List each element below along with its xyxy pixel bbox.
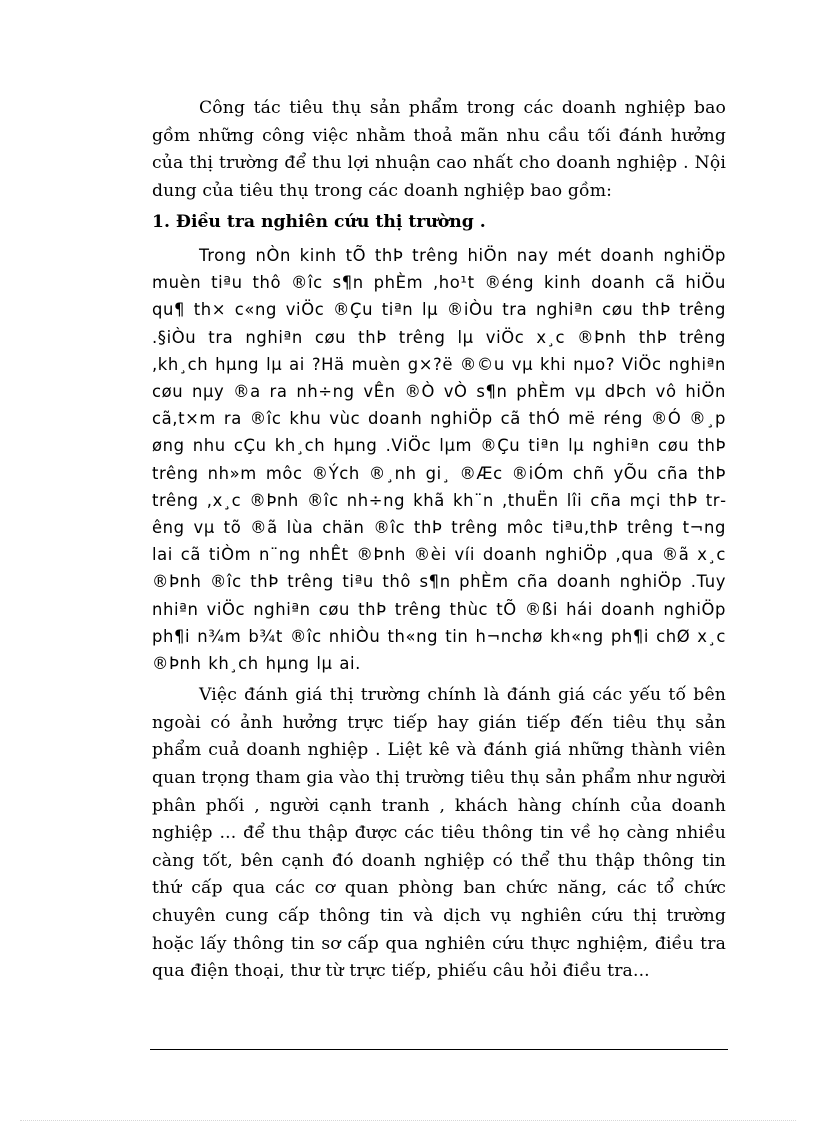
section-heading: 1. Điều tra nghiên cứu thị trường .	[152, 212, 486, 233]
paragraph-market-evaluation: Việc đánh giá thị trường chính là đánh giá các yếu tố bên ngoài có ảnh hưởng trực tiếp hay gián tiếp đến tiêu thụ sản phẩm cuả doanh nghiệp . Liệt kê và đánh giá những thành viên quan trọng tham gia vào thị trường tiêu thụ sản phẩm như người phân phối , người cạnh tranh , khách hàng chính của doanh nghiệp ... để thu thập được các tiêu thông tin về họ càng nhiều càng tốt, bên cạnh đó doanh nghiệp có thể thu thập thông tin thứ cấp qua các cơ quan phòng ban chức năng, các tổ chức chuyên cung cấp thông tin và dịch vụ nghiên cứu thị trường hoặc lấy thông tin sơ cấp qua nghiên cứu thực nghiệm, điều tra qua điện thoại, thư từ trực tiếp, phiếu câu hỏi điều tra...	[152, 685, 726, 982]
paragraph-market-research: Trong nÒn kinh tÕ thÞ trêng hiÖn nay mét doanh nghiÖp muèn tiªu thô ®îc s¶n phÈm ,ho¹t ®éng kinh doanh cã hiÖu qu¶ th× c«ng viÖc ®Çu tiªn lµ ®iÒu tra nghiªn cøu thÞ trêng .§iÒu tra nghiªn cøu thÞ trêng lµ viÖc x¸c ®Þnh thÞ trêng ,kh¸ch hµng lµ ai ?Hä muèn g×?ë ®©u vµ khi nµo? ViÖc nghiªn cøu nµy ®a ra nh÷ng vÊn ®Ò vÒ s¶n phÈm vµ dÞch vô hiÖn cã,t×m ra ®îc khu vùc doanh nghiÖp cã thÓ më réng ®Ó ®¸p øng nhu cÇu kh¸ch hµng .ViÖc lµm ®Çu tiªn lµ nghiªn cøu thÞ trêng nh»m môc ®Ých ®¸nh gi¸ ®Æc ®iÓm chñ yÕu cña thÞ trêng ,x¸c ®Þnh ®îc nh÷ng khã kh¨n ,thuËn lîi cña mçi thÞ trêng vµ tõ ®ã lùa chän ®îc thÞ trêng môc tiªu,thÞ trêng t¬ng lai cã tiÒm n¨ng nhÊt ®Þnh ®èi víi doanh nghiÖp ,qua ®ã x¸c ®Þnh ®îc thÞ trêng tiªu thô s¶n phÈm cña doanh nghiÖp .Tuy nhiªn viÖc nghiªn cøu thÞ trêng thùc tÕ ®ßi hái doanh nghiÖp ph¶i n¾m b¾t ®îc nhiÒu th«ng tin h¬nchø kh«ng ph¶i chØ x¸c ®Þnh kh¸ch hµng lµ ai.	[152, 245, 726, 674]
footer-divider	[150, 1049, 728, 1050]
document-body	[152, 95, 726, 986]
paragraph-intro: Công tác tiêu thụ sản phẩm trong các doanh nghiệp bao gồm những công việc nhằm thoả mãn nhu cầu tối đánh hưởng của thị trường để thu lợi nhuận cao nhất cho doanh nghiệp . Nội dung của tiêu thụ trong các doanh nghiệp bao gồm:	[152, 98, 726, 201]
page-edge-divider	[20, 1120, 796, 1121]
